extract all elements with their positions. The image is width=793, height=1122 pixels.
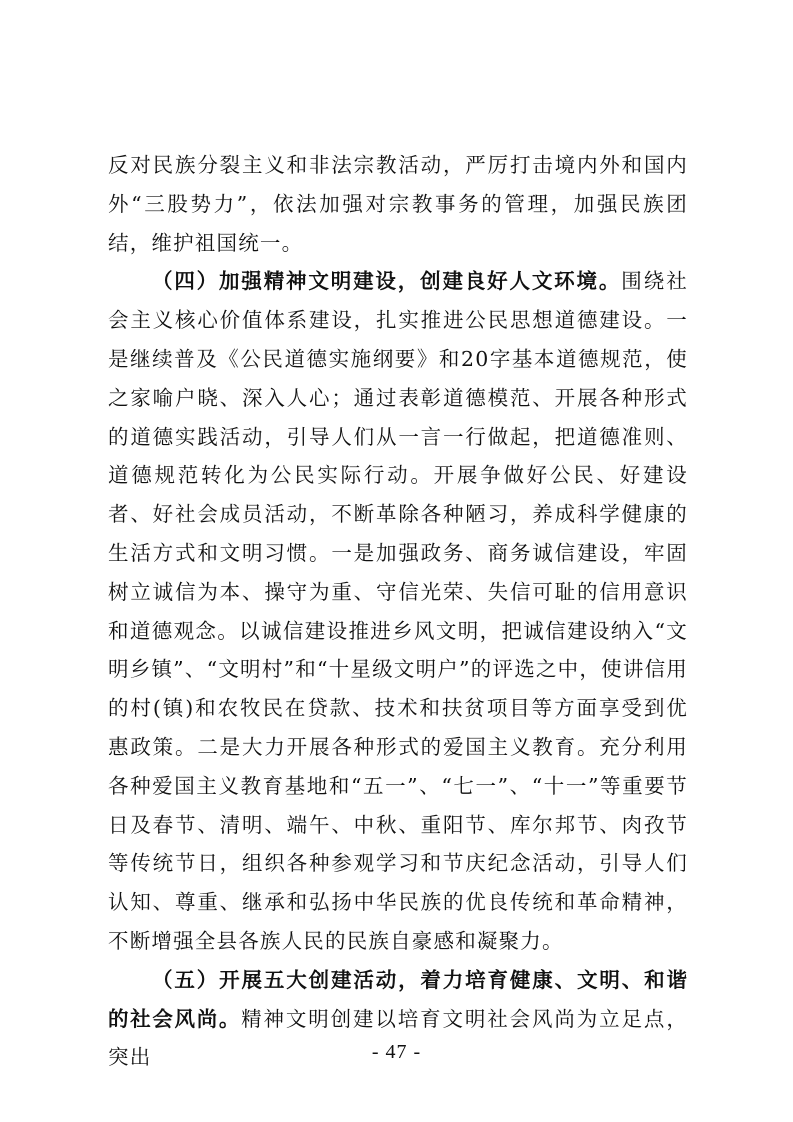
paragraph-1-text: 反对民族分裂主义和非法宗教活动，严厉打击境内外和国内外“三股势力”，依法加强对宗教事务的管理，加强民族团结，维护祖国统一。	[108, 153, 688, 255]
page-number: - 47 -	[371, 1041, 422, 1063]
body-text	[108, 146, 688, 1077]
paragraph-2	[108, 262, 688, 960]
paragraph-3-heading: （五）开展五大创建活动，着力培育健康、文明、和谐的社会风尚。	[108, 967, 688, 1031]
paragraph-1	[108, 146, 688, 262]
paragraph-2-text: 围绕社会主义核心价值体系建设，扎实推进公民思想道德建设。一是继续普及《公民道德实施纲要》和20字基本道德规范，使之家喻户晓、深入人心；通过表彰道德模范、开展各种形式的道德实践活动，引导人们从一言一行做起，把道德准则、道德规范转化为公民实际行动。开展争做好公民、好建设者、好社会成员活动，不断革除各种陋习，养成科学健康的生活方式和文明习惯。一是加强政务、商务诚信建设，牢固树立诚信为本、操守为重、守信光荣、失信可耻的信用意识和道德观念。以诚信建设推进乡风文明，把诚信建设纳入“文明乡镇”、“文明村”和“十星级文明户”的评选之中，使讲信用的村(镇)和农牧民在贷款、技术和扶贫项目等方面享受到优惠政策。二是大力开展各种形式的爱国主义教育。充分利用各种爱国主义教育基地和“五一”、“七一”、“十一”等重要节日及春节、清明、端午、中秋、重阳节、库尔邦节、肉孜节等传统节日，组织各种参观学习和节庆纪念活动，引导人们认知、尊重、继承和弘扬中华民族的优良传统和革命精神，不断增强全县各族人民的民族自豪感和凝聚力。	[108, 269, 688, 953]
paragraph-3-text: 精神文明创建以培育文明社会风尚为立足点，突出	[108, 1006, 689, 1070]
paragraph-2-heading: （四）加强精神文明建设，创建良好人文环境。	[152, 269, 622, 294]
